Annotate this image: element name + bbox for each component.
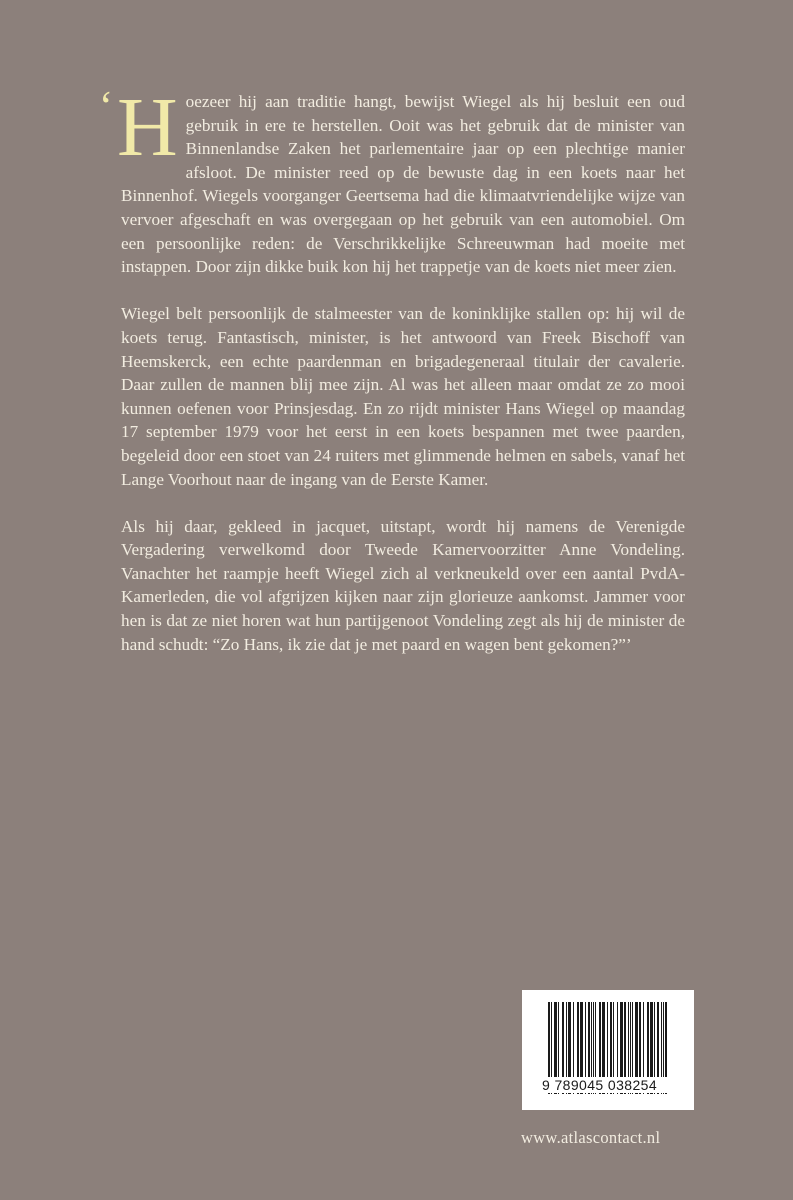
- paragraph-1: [99, 81, 685, 279]
- paragraph-1-text: oezeer hij aan traditie hangt, bewijst Wiegel als hij besluit een oud gebruik in ere te herstellen. Ooit was het gebruik dat de minister van Binnenlandse Zaken het parlementaire jaar op een plechtige manier afsloot. De minister reed op de bewuste dag in een koets naar het Binnenhof. Wiegels voorganger Geertsema had die klimaatvriendelijke wijze van vervoer afgeschaft en was overgegaan op het gebruik van een automobiel. Om een persoonlijke reden: de Verschrikkelijke Schreeuwman had moeite met instappen. Door zijn dikke buik kon hij het trappetje van de koets niet meer zien.: [121, 92, 685, 277]
- drop-cap: H: [117, 81, 178, 174]
- publisher-url: www.atlascontact.nl: [521, 1128, 661, 1147]
- opening-quote-mark: ‘: [99, 84, 113, 130]
- paragraph-2: Wiegel belt persoonlijk de stalmeester van de koninklijke stallen op: hij wil de koets terug. Fantastisch, minister, is het antwoord van Freek Bischoff van Heemskerck, een echte paardenman en brigadegeneraal titulair der cavalerie. Daar zullen de mannen blij mee zijn. Al was het alleen maar omdat ze zo mooi kunnen oefenen voor Prinsjesdag. En zo rijdt minister Hans Wiegel op maandag 17 september 1979 voor het eerst in een koets bespannen met twee paarden, begeleid door een stoet van 24 ruiters met glimmende helmen en sabels, vanaf het Lange Voorhout naar de ingang van de Eerste Kamer.: [121, 304, 685, 489]
- paragraph-3: Als hij daar, gekleed in jacquet, uitstapt, wordt hij namens de Verenigde Vergadering verwelkomd door Tweede Kamervoorzitter Anne Vondeling. Vanachter het raampje heeft Wiegel zich al verkneukeld over een aantal PvdA-Kamerleden, die vol afgrijzen kijken naar zijn glorieuze aankomst. Jammer voor hen is dat ze niet horen wat hun partijgenoot Vondeling zegt als hij de minister de hand schudt: “Zo Hans, ik zie dat je met paard en wagen bent gekomen?”’: [121, 516, 685, 654]
- blurb-text: [99, 81, 685, 680]
- isbn-number: 9 789045 038254: [540, 1077, 694, 1093]
- isbn-barcode: [522, 990, 694, 1110]
